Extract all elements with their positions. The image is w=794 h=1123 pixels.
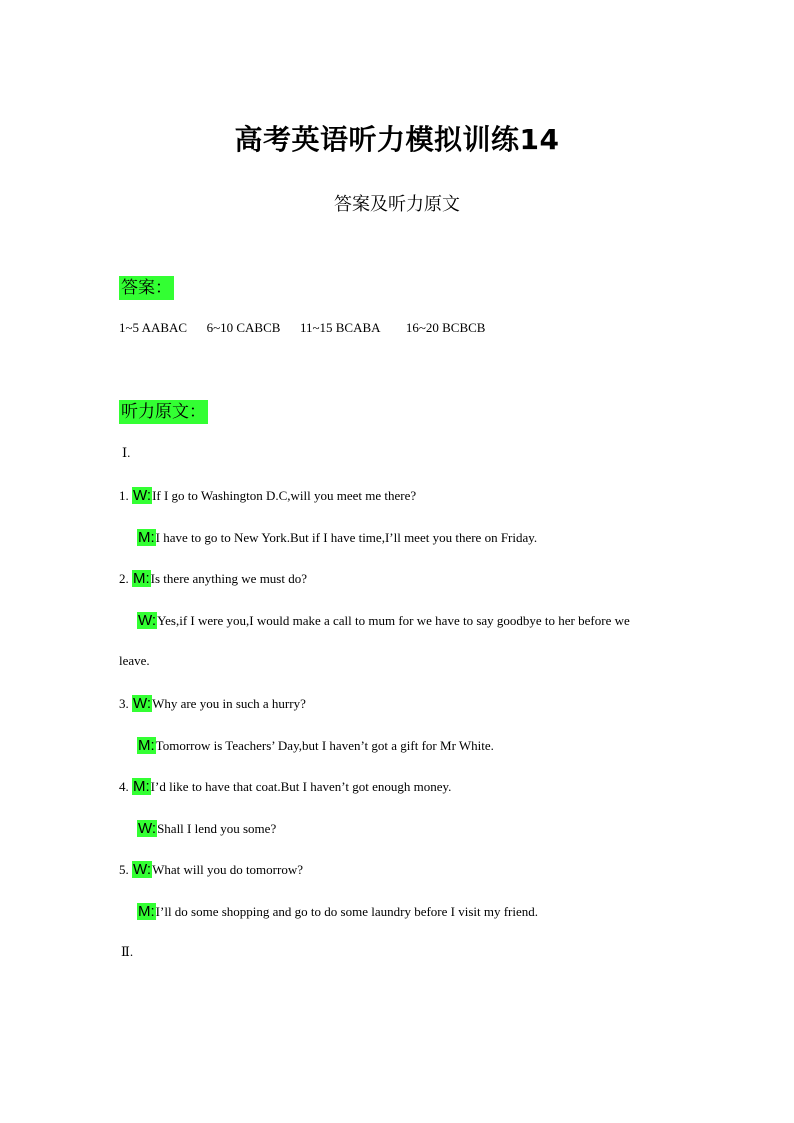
- dialogue-number: 4.: [119, 779, 129, 794]
- page-title: 高考英语听力模拟训练14: [234, 123, 560, 156]
- page-subtitle: 答案及听力原文: [334, 194, 460, 215]
- dialogue-line: [137, 611, 630, 631]
- dialogue-line: [119, 860, 303, 880]
- dialogue-line: [137, 736, 494, 756]
- dialogue-text: Why are you in such a hurry?: [152, 696, 306, 711]
- dialogue-line: [119, 486, 416, 506]
- dialogue-text: I have to go to New York.But if I have time,I’ll meet you there on Friday.: [155, 530, 538, 545]
- dialogue-number: 5.: [119, 862, 129, 877]
- dialogue-text: Is there anything we must do?: [150, 571, 307, 586]
- dialogue-line: [119, 569, 307, 589]
- dialogue-text: What will you do tomorrow?: [152, 862, 303, 877]
- dialogue-line-continuation: leave.: [119, 653, 150, 668]
- speaker-label: W:: [133, 695, 152, 712]
- speaker-label: W:: [138, 820, 157, 837]
- dialogue-line: [119, 694, 306, 714]
- dialogue-number: 3.: [119, 696, 129, 711]
- speaker-label: M:: [138, 529, 155, 546]
- dialogue-line: [137, 902, 538, 922]
- answer-group: 1~5 AABAC: [119, 320, 188, 335]
- dialogue-text: I’ll do some shopping and go to do some laundry before I visit my friend.: [155, 904, 539, 919]
- speaker-label: M:: [138, 737, 155, 754]
- speaker-label: M:: [133, 570, 150, 587]
- answers-heading: 答案：: [121, 278, 172, 298]
- dialogue-line: [137, 819, 276, 839]
- answer-group: 16~20 BCBCB: [405, 320, 486, 335]
- dialogue-number: 1.: [119, 488, 129, 503]
- dialogue-text: Yes,if I were you,I would make a call to mum for we have to say goodbye to her before we: [157, 613, 630, 628]
- speaker-label: W:: [138, 612, 157, 629]
- dialogue-text: Shall I lend you some?: [157, 821, 277, 836]
- answer-group: 11~15 BCABA: [299, 320, 380, 335]
- speaker-label: W:: [133, 487, 152, 504]
- dialogue-line: [119, 777, 451, 797]
- section-label-1: Ⅰ.: [122, 445, 131, 460]
- transcript-heading: 听力原文：: [121, 402, 206, 422]
- dialogue-number: 2.: [119, 571, 129, 586]
- speaker-label: W:: [133, 861, 152, 878]
- dialogue-text: Tomorrow is Teachers’ Day,but I haven’t got a gift for Mr White.: [155, 738, 494, 753]
- speaker-label: M:: [138, 903, 155, 920]
- dialogue-text: I’d like to have that coat.But I haven’t got enough money.: [150, 779, 452, 794]
- answer-key: [119, 320, 485, 336]
- answer-group: 6~10 CABCB: [206, 320, 281, 335]
- speaker-label: M:: [133, 778, 150, 795]
- dialogue-line: [137, 528, 537, 548]
- section-label-2: Ⅱ.: [121, 944, 134, 959]
- dialogue-text: If I go to Washington D.C,will you meet me there?: [152, 488, 417, 503]
